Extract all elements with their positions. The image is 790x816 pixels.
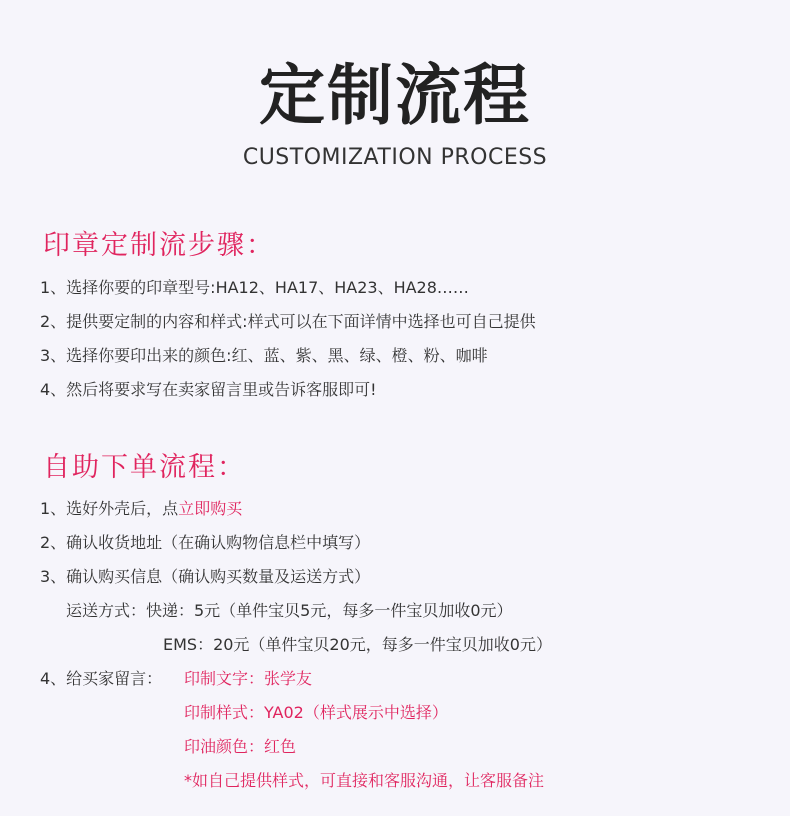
message-print-style: 印制样式：YA02（样式展示中选择） xyxy=(184,703,448,722)
order-step-1-text: 1、选好外壳后，点 xyxy=(40,499,179,518)
message-note: *如自己提供样式，可直接和客服沟通，让客服备注 xyxy=(184,771,545,790)
stamp-steps-heading: 印章定制流步骤： xyxy=(43,230,275,261)
order-step-1 xyxy=(40,497,242,521)
message-print-text: 印制文字：张学友 xyxy=(184,669,313,688)
buy-now-link[interactable]: 立即购买 xyxy=(178,499,243,518)
stamp-step-4: 4、然后将要求写在卖家留言里或告诉客服即可! xyxy=(40,380,377,399)
shipping-ems: EMS：20元（单件宝贝20元，每多一件宝贝加收0元） xyxy=(163,635,552,654)
shipping-express: 运送方式：快递：5元（单件宝贝5元，每多一件宝贝加收0元） xyxy=(66,601,513,620)
order-step-4: 4、给买家留言： xyxy=(40,669,163,688)
stamp-step-1: 1、选择你要的印章型号:HA12、HA17、HA23、HA28…… xyxy=(40,278,469,297)
message-ink-color: 印油颜色：红色 xyxy=(184,737,297,756)
order-step-3: 3、确认购买信息（确认购买数量及运送方式） xyxy=(40,567,371,586)
stamp-step-2: 2、提供要定制的内容和样式:样式可以在下面详情中选择也可自己提供 xyxy=(40,312,536,331)
order-step-2: 2、确认收货地址（在确认购物信息栏中填写） xyxy=(40,533,371,552)
stamp-step-3: 3、选择你要印出来的颜色:红、蓝、紫、黑、绿、橙、粉、咖啡 xyxy=(40,346,488,365)
page-subtitle: CUSTOMIZATION PROCESS xyxy=(242,145,548,170)
page-title: 定制流程 xyxy=(259,57,531,134)
self-order-heading: 自助下单流程： xyxy=(43,452,246,483)
